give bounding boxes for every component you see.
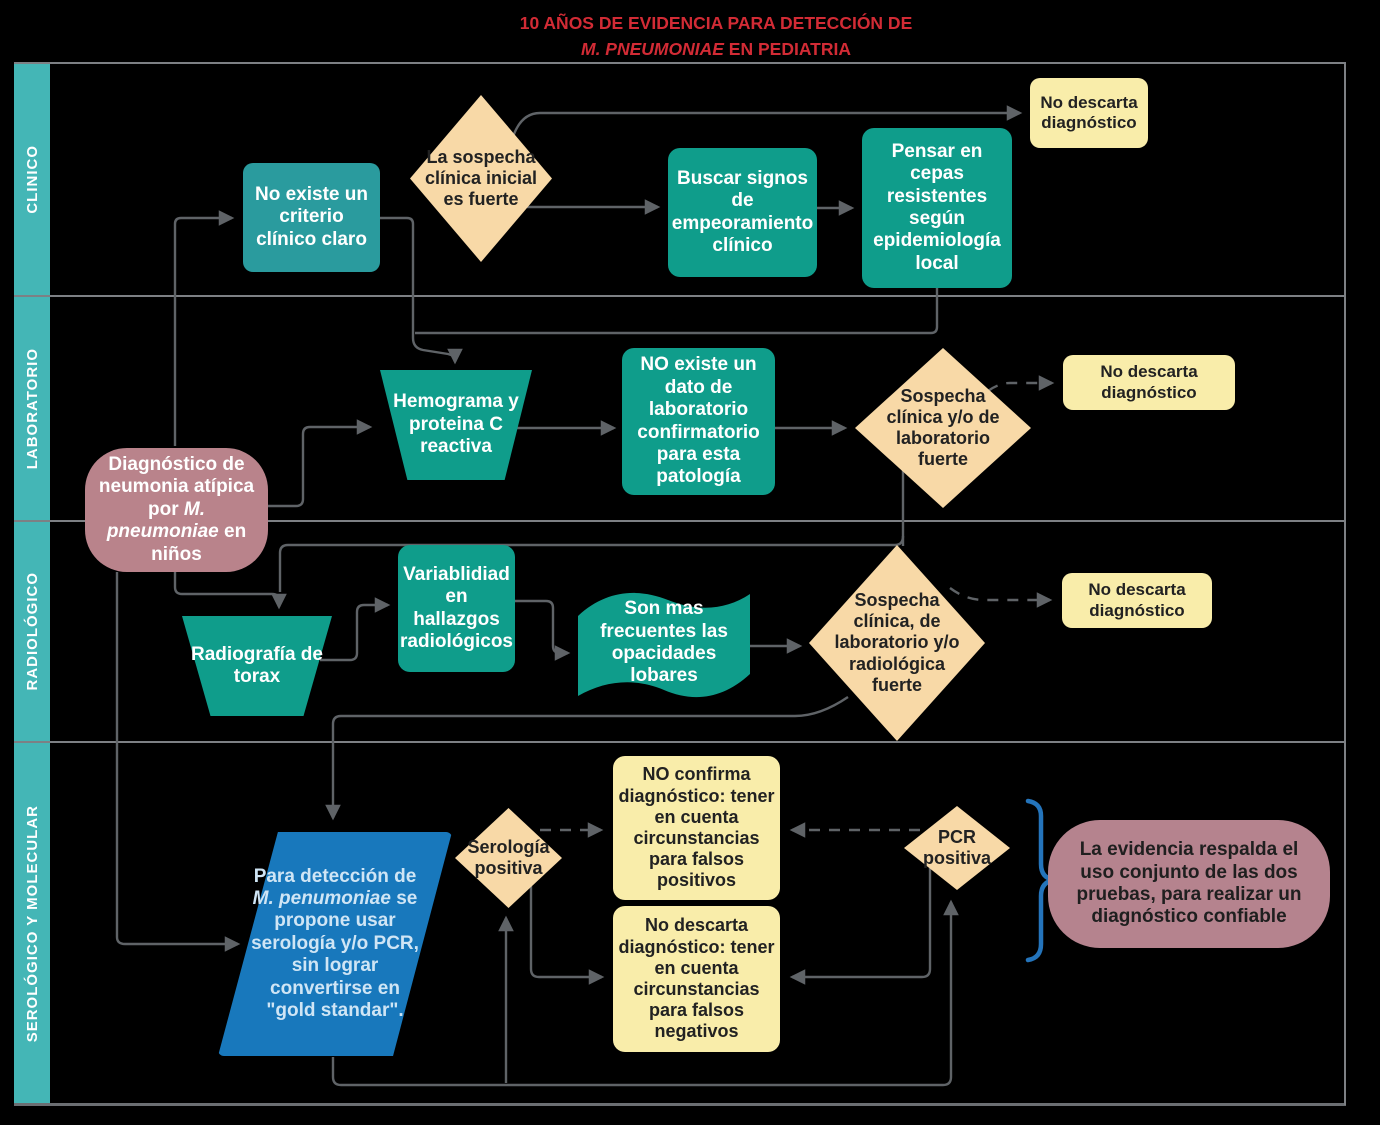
node-no-confirma-label: NO confirma diagnóstico: tener en cuenta circunstancias para falsos positivos bbox=[618, 764, 775, 891]
title-line2 bbox=[316, 36, 1116, 62]
node-pensar-cepas-label: Pensar en cepas resistentes según epidemiología local bbox=[873, 140, 1001, 274]
lane-label-serologico: SEROLÓGICO Y MOLECULAR bbox=[23, 804, 41, 1043]
lane-divider bbox=[14, 62, 1346, 64]
title-line2-italic: M. PNEUMONIAE bbox=[581, 39, 724, 60]
lane-label-clinico: CLINICO bbox=[23, 144, 41, 214]
node-buscar-signos-label: Buscar signos de empeoramiento clínico bbox=[671, 167, 814, 256]
node-propuesta-label bbox=[218, 832, 452, 1056]
diagnostico-text-italic: M. pneumoniae bbox=[106, 498, 219, 543]
connector-diagnostico-to-radiografia bbox=[175, 572, 279, 607]
node-diagnostico-inicio-label bbox=[85, 448, 268, 572]
node-conclusion bbox=[1048, 820, 1330, 948]
lane-label-laboratorio: LABORATORIO bbox=[23, 347, 41, 470]
node-no-descarta-radio bbox=[1062, 573, 1212, 628]
decision-serologia-label: Serología positiva bbox=[467, 836, 550, 878]
connector-variablidiad-to-opacidades bbox=[515, 601, 568, 653]
node-diagnostico-inicio bbox=[85, 448, 268, 572]
diagnostico-text-post: en niños bbox=[151, 521, 247, 565]
lane-divider bbox=[14, 741, 1346, 743]
node-variablidiad-label: Variablidiad en hallazgos radiológicos bbox=[400, 563, 513, 652]
lane-bar-laboratorio bbox=[14, 296, 50, 521]
page-title bbox=[316, 10, 1116, 63]
lane-divider bbox=[14, 295, 1346, 297]
node-no-confirma bbox=[613, 756, 780, 900]
node-radiografia bbox=[182, 616, 332, 716]
frame-right-border bbox=[1344, 62, 1346, 1105]
node-radiografia-label: Radiografía de torax bbox=[191, 643, 323, 687]
node-pensar-cepas bbox=[862, 128, 1012, 288]
connector-diagnostico-to-hemograma bbox=[268, 427, 370, 506]
propuesta-text-italic: M. penumoniae bbox=[252, 887, 391, 909]
node-variablidiad bbox=[398, 545, 515, 672]
decision-sospecha-inicial-label: La sospecha clínica inicial es fuerte bbox=[424, 146, 538, 210]
decision-sospecha-inicial bbox=[410, 95, 552, 262]
lane-label-radiologico: RADIOLÓGICO bbox=[23, 572, 41, 691]
node-no-descarta-serologico bbox=[613, 906, 780, 1052]
node-hemograma bbox=[380, 370, 532, 480]
node-no-criterio bbox=[243, 163, 380, 272]
decision-sospecha-lab bbox=[855, 348, 1031, 508]
node-opacidades bbox=[578, 588, 750, 702]
node-hemograma-label: Hemograma y proteina C reactiva bbox=[393, 391, 519, 458]
node-no-descarta-clinico bbox=[1030, 78, 1148, 148]
decision-pcr-label: PCR positiva bbox=[922, 826, 992, 868]
node-no-dato bbox=[622, 348, 775, 495]
node-buscar-signos bbox=[668, 148, 817, 277]
node-no-descarta-clinico-label: No descarta diagnóstico bbox=[1040, 92, 1138, 132]
lane-bar-radiologico bbox=[14, 521, 50, 742]
node-no-dato-label: NO existe un dato de laboratorio confirmatorio para esta patología bbox=[637, 354, 760, 488]
title-line2-rest: EN PEDIATRIA bbox=[723, 39, 851, 60]
node-no-descarta-lab-label: No descarta diagnóstico bbox=[1100, 362, 1198, 402]
lane-divider bbox=[14, 1103, 1346, 1106]
node-no-criterio-label: No existe un criterio clínico claro bbox=[255, 183, 368, 250]
propuesta-text: Para detección de bbox=[253, 865, 417, 887]
node-opacidades-label: Son mas frecuentes las opacidades lobares bbox=[600, 598, 728, 687]
diagnostico-text: Diagnóstico de neumonia atípica por bbox=[98, 453, 255, 520]
lane-bar-clinico bbox=[14, 62, 50, 296]
lane-bar-serologico bbox=[14, 742, 50, 1105]
node-propuesta-serologia-pcr bbox=[218, 832, 452, 1056]
node-no-descarta-serologico-label: No descarta diagnóstico: tener en cuenta circunstancias para falsos negativos bbox=[618, 915, 775, 1042]
node-conclusion-label: La evidencia respalda el uso conjunto de las dos pruebas, para realizar un diagnóstico confiable bbox=[1076, 839, 1302, 928]
propuesta-text-post: se propone usar serología y/o PCR, sin lograr convertirse en "gold standar". bbox=[251, 887, 419, 1022]
decision-sospecha-radio bbox=[809, 545, 985, 741]
node-no-descarta-radio-label: No descarta diagnóstico bbox=[1088, 580, 1186, 620]
decision-serologia bbox=[455, 808, 562, 908]
connector-trunk-to-no-criterio bbox=[175, 218, 232, 446]
decision-pcr bbox=[904, 806, 1010, 890]
node-no-descarta-lab bbox=[1063, 355, 1235, 410]
decision-sospecha-radio-label: Sospecha clínica, de laboratorio y/o radiológica fuerte bbox=[834, 589, 960, 695]
decision-sospecha-lab-label: Sospecha clínica y/o de laboratorio fuerte bbox=[886, 385, 1000, 470]
title-line1: 10 AÑOS DE EVIDENCIA PARA DETECCIÓN DE bbox=[519, 13, 913, 33]
